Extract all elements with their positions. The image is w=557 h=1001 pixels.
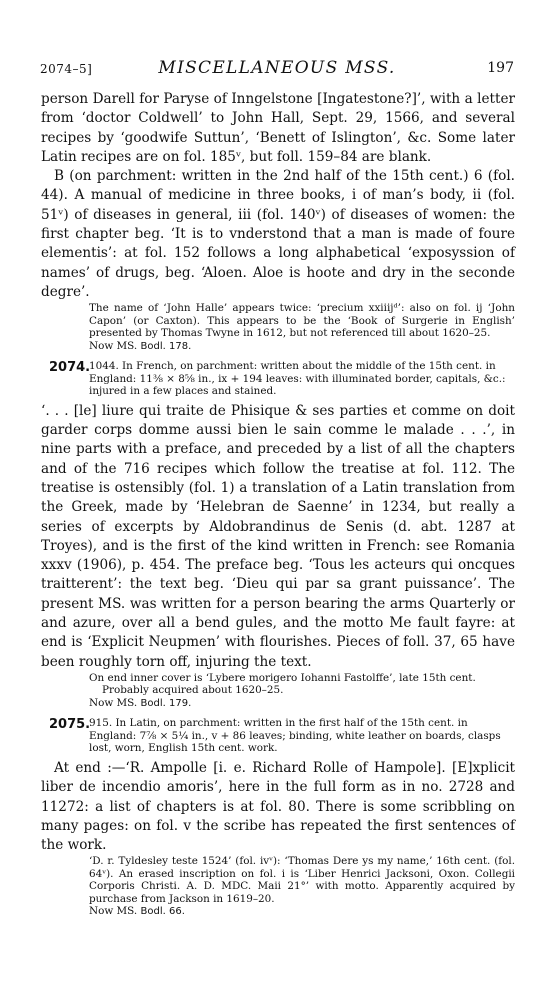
shelfmark-label: Now MS.: [89, 696, 138, 709]
page-number: 197: [487, 60, 514, 76]
entry-2074: [41, 360, 515, 710]
header-title: MISCELLANEOUS MSS.: [158, 58, 396, 78]
entry-description: 915. In Latin, on parchment: written in the first half of the 15th cent. in England: 7⅞ × 5¼ in., v + 86 leaves; binding, white leather on boards, clasps lost, worn, English 15th cent. work.: [89, 717, 501, 755]
entry-shelfmark: [89, 697, 515, 711]
intro-paragraph-1: person Darell for Paryse of Inngelstone [Ingatestone?]’, with a letter from ‘doctor Coldwell’ to John Hall, Sept. 29, 1566, and several recipes by ‘goodwife Suttun’, ‘Benett of Islington’, &c. Some later Latin recipes are on fol. 185ᵛ, but foll. 159–84 are blank.: [41, 91, 515, 165]
shelfmark-value: Bodl. 66.: [140, 906, 185, 918]
entry-note-2: Probably acquired about 1620–25.: [102, 684, 284, 697]
entry-number: 2075.: [49, 717, 91, 733]
shelfmark-value: Bodl. 178.: [140, 340, 192, 352]
intro-shelfmark: [89, 340, 515, 354]
shelfmark-label: Now MS.: [89, 339, 138, 352]
entry-number: 2074.: [49, 360, 91, 376]
entry-note-1: On end inner cover is ‘Lybere morigero Iohanni Fastolffe’, late 15th cent.: [89, 671, 476, 684]
entry-text: At end :—‘R. Ampolle [i. e. Richard Rolle of Hampole]. [E]xplicit liber de incendio amoris’, here in the full form as in no. 2728 and 11272: a list of chapters is at fol. 80. There is some scribbling on many pages: on fol. v the scribe has repeated the first sentences of the work.: [41, 759, 515, 854]
shelfmark-value: Bodl. 179.: [140, 697, 192, 709]
entry-description: 1044. In French, on parchment: written about the middle of the 15th cent. in England: 11⅜ × 8⅝ in., ix + 194 leaves: with illuminated border, capitals, &c.: injured in a few places and stained.: [89, 360, 506, 398]
header-entry-range: 2074–5]: [40, 62, 93, 76]
entry-text: ‘. . . [le] liure qui traite de Phisique & ses parties et comme on doit garder corps domme aussi bien le sain comme le malade . . .’, in nine parts with a preface, and preceded by a list of all the chapters and of the 716 recipes which follow the treatise at fol. 112. The treatise is ostensibly (fol. 1) a translation of a Latin translation from the Greek, made by ‘Helebran de Saenne’ in 1234, but really a series of excerpts by Aldobrandinus de Senis (d. abt. 1287 at Troyes), and is the first of the kind written in French: see Romania xxxv (1906), p. 454. The preface beg. ‘Tous les acteurs qui oncques traitterent’: the text beg. ‘Dieu qui par sa grant puissance’. The present MS. was written for a person bearing the arms Quarterly or and azure, over all a bend gules, and the motto Me fault fayre: at end is ‘Explicit Neupmen’ with flourishes. Pieces of foll. 37, 65 have been roughly torn off, injuring the text.: [41, 402, 515, 670]
entry-notes: [89, 672, 515, 697]
intro-note-block: [89, 302, 515, 340]
intro-paragraph-2: B (on parchment: written in the 2nd half of the 15th cent.) 6 (fol. 44). A manual of medicine in three books, i of man’s body, ii (fol. 51ᵛ) of diseases in general, iii (fol. 140ᵛ) of diseases of women: the first chapter beg. ‘It is to vnderstond that a man is made of foure elementis’: at fol. 152 follows a long alphabetical ‘exposyssion of names’ of drugs, beg. ‘Aloen. Aloe is hoote and dry in the seconde degre’.: [41, 168, 515, 300]
entry-shelfmark: [89, 905, 515, 919]
running-header: [40, 58, 514, 80]
shelfmark-label: Now MS.: [89, 905, 138, 918]
entry-2075: [41, 717, 515, 918]
entry-note: ‘D. r. Tyldesley teste 1524’ (fol. ivᵛ): ‘Thomas Dere ys my name,’ 16th cent. (fol. 64ᵛ). An erased inscription on fol. i is ‘Liber Henrici Jacksoni, Oxon. Collegii Corporis Christi. A. D. MDC. Maii 21°’ with motto. Apparently acquired by purchase from Jackson in 1619–20.: [89, 855, 515, 905]
intro-note: The name of ‘John Halle’ appears twice: ‘precium xxiiijᵈ’: also on fol. ij ‘John Capon’ (or Caxton). This appears to be the ‘Book of Surgerie in English’ presented by Thomas Twyne in 1612, but not referenced till about 1620–25.: [89, 302, 515, 340]
entry-notes: [89, 855, 515, 905]
page-body: [41, 90, 515, 919]
